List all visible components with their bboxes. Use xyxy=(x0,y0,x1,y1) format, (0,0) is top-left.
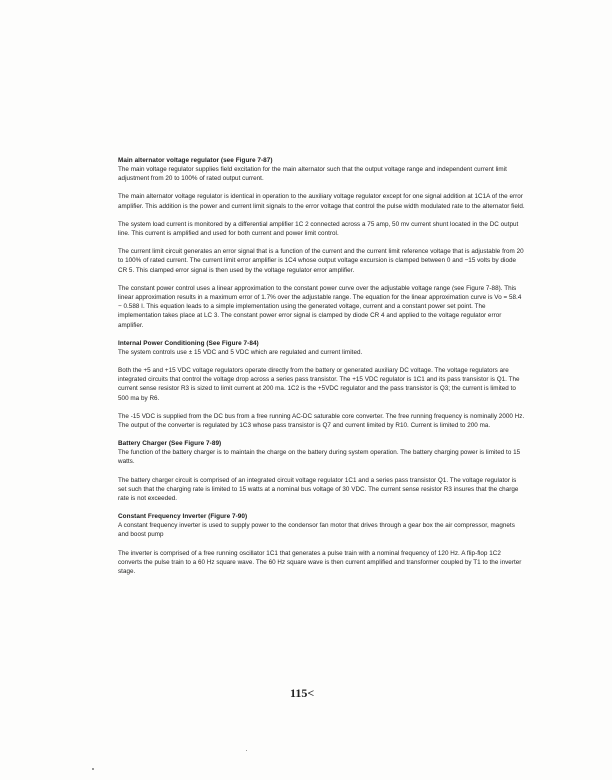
section-heading: Main alternator voltage regulator (see Figure 7-87) xyxy=(118,157,273,164)
paragraph: The function of the battery charger is to maintain the charge on the battery during system operation. The battery charging power is limited to 15 watts. xyxy=(118,449,521,466)
paragraph: A constant frequency inverter is used to supply power to the condensor fan motor that drives through a gear box the air compressor, magnets and boost pump xyxy=(118,522,515,539)
paragraph: Both the +5 and +15 VDC voltage regulators operate directly from the battery or generated auxiliary DC voltage. The voltage regulators are integrated circuits that control the voltage drop across a series pass transistor. The +15 VDC regulator is 1C1 and its pass transistor is Q1. The current sense resistor R3 is sized to limit current at 200 ma. 1C2 is the +5VDC regulator and the pass transistor is Q3; the current is limited to 500 ma by R6. xyxy=(118,367,520,402)
paragraph: The system controls use ± 15 VDC and 5 VDC which are regulated and current limited. xyxy=(118,348,363,356)
section-heading: Battery Charger (See Figure 7-89) xyxy=(118,440,222,448)
paragraph: The main voltage regulator supplies field excitation for the main alternator such that the output voltage range and independent current limit adjustment from 20 to 100% of rated output current. xyxy=(118,166,507,183)
section-internal-power-conditioning xyxy=(118,339,526,430)
paragraph: The -15 VDC is supplied from the DC bus from a free running AC-DC saturable core converter. The free running frequency is nominally 2000 Hz. The output of the converter is regulated by 1C3 whose pass transistor is Q7 and current limited by R10. Current is limited to 200 ma. xyxy=(118,412,525,430)
section-heading: Constant Frequency Inverter (Figure 7-90) xyxy=(118,513,248,521)
section-constant-frequency-inverter xyxy=(118,512,526,576)
paragraph: The inverter is comprised of a free running oscillator 1C1 that generates a pulse train with a nominal frequency of 120 Hz. A flip-flop 1C2 converts the pulse train to a 60 Hz square wave. The 60 Hz square wave is then current amplified and transformer coupled by T1 to the inverter stage. xyxy=(118,549,522,576)
scan-speck xyxy=(246,750,247,751)
section-main-alternator-voltage-regulator xyxy=(118,156,526,330)
paragraph: The battery charger circuit is comprised of an integrated circuit voltage regulator 1C1 and a series pass transistor Q1. The voltage regulator is set such that the charging rate is limited to 15 watts at a nominal bus voltage of 30 VDC. The current sense resistor R3 insures that the charge rate is not exceeded. xyxy=(118,476,519,503)
section-battery-charger xyxy=(118,439,526,503)
section-heading: Internal Power Conditioning (See Figure 7-84) xyxy=(118,339,259,347)
paragraph: The current limit circuit generates an error signal that is a function of the current and the current limit reference voltage that is adjustable from 20 to 100% of rated current. The current limit error amplifier is 1C4 whose output voltage excursion is clamped between 0 and −15 volts by diode CR 5. This clamped error signal is then used by the voltage regulator error amplifier. xyxy=(118,248,524,274)
paragraph: The system load current is monitored by a differential amplifier 1C 2 connected across a 75 amp, 50 mv current shunt located in the DC output line. This current is amplified and used for both current and power limit control. xyxy=(118,220,519,238)
scan-speck xyxy=(92,768,94,770)
page-number: 115< xyxy=(290,686,315,700)
paragraph: The main alternator voltage regulator is identical in operation to the auxiliary voltage regulator except for one signal addition at 1C1A of the error amplifier. This addition is the power and current limit signals to the error voltage that control the pulse width modulated rate to the alternator field. xyxy=(118,193,525,210)
document-body xyxy=(118,156,526,585)
paragraph: The constant power control uses a linear approximation to the constant power curve over the adjustable voltage range (see Figure 7-88). This linear approximation results in a maximum error of 1.7% over the adjustable range. The equation for the linear approximation curve is Vo = 58.4 − 0.588 I. This equation leads to a simple implementation using the generated voltage, current and a constant power set point. The implementation takes place at LC 3. The constant power error signal is clamped by diode CR 4 and applied to the voltage regulator error amplifier. xyxy=(118,284,522,329)
